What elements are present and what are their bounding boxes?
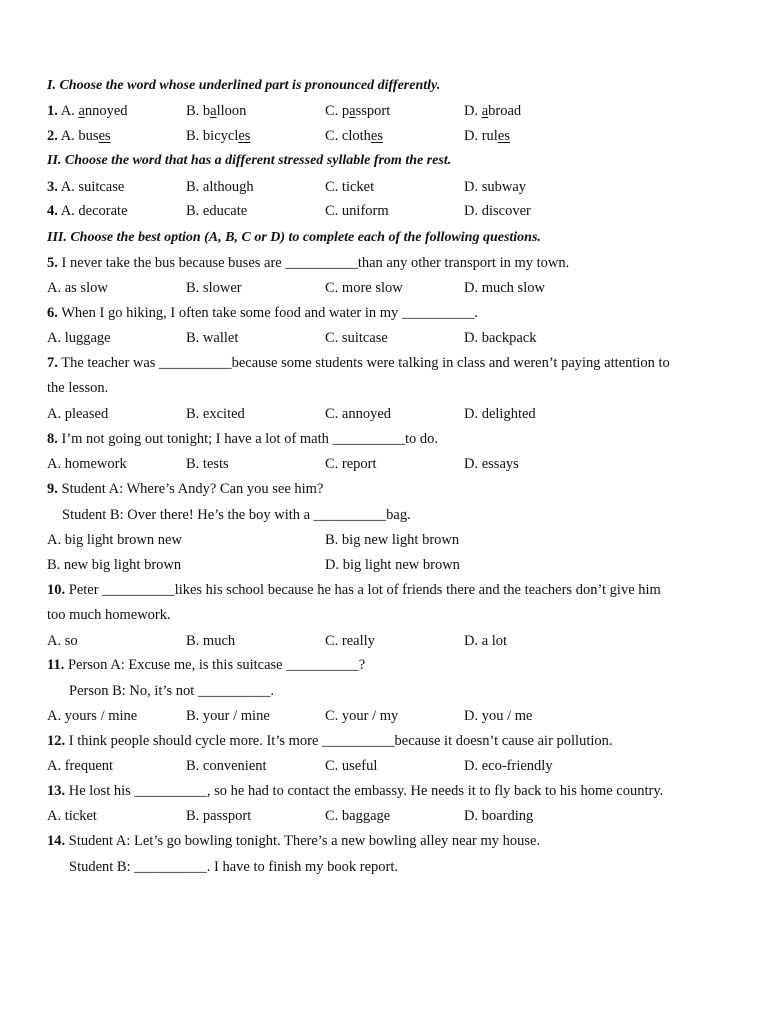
question-number: 3. xyxy=(47,179,58,195)
question-8-options xyxy=(47,454,728,474)
question-8-stem xyxy=(47,429,728,449)
underlined-part: a xyxy=(78,103,85,119)
option-d: D. delighted xyxy=(464,406,536,422)
question-text: I think people should cycle more. It’s more __________because it doesn’t cause air pollution. xyxy=(68,733,613,749)
option-c xyxy=(325,126,383,146)
question-5-stem xyxy=(47,253,728,273)
question-3 xyxy=(47,177,728,197)
option-a: A. pleased xyxy=(47,406,109,422)
question-6-options xyxy=(47,328,728,348)
option-b: B. tests xyxy=(186,456,229,472)
option-text: D. xyxy=(464,103,482,119)
option-text: B. b xyxy=(186,103,211,119)
option-text: B. bicycl xyxy=(186,128,239,144)
question-9-options-row-1 xyxy=(47,530,728,550)
option-d: D. a lot xyxy=(464,633,508,649)
option-d: D. subway xyxy=(464,179,527,195)
underlined-part: a xyxy=(349,103,356,119)
option-d: D. essays xyxy=(464,456,519,472)
option-c xyxy=(325,101,390,121)
option-c: C. baggage xyxy=(325,808,391,824)
question-7-stem xyxy=(47,353,728,373)
question-number: 12. xyxy=(47,733,66,749)
option-a: A. big light brown new xyxy=(47,532,182,548)
option-c: C. annoyed xyxy=(325,406,392,422)
underlined-part: es xyxy=(370,128,384,144)
option-text: A. decorate xyxy=(60,203,128,219)
question-10-stem xyxy=(47,580,728,600)
question-11-stem xyxy=(47,655,728,675)
option-d xyxy=(464,126,510,146)
option-c: C. more slow xyxy=(325,280,403,296)
question-number: 8. xyxy=(47,431,58,447)
question-1 xyxy=(47,101,728,121)
question-text: Peter __________likes his school because he has a lot of friends there and the teachers don’t give him xyxy=(68,582,661,598)
option-b: B. wallet xyxy=(186,330,239,346)
option-c: C. really xyxy=(325,633,375,649)
option-a: A. yours / mine xyxy=(47,708,138,724)
option-c: C. suitcase xyxy=(325,330,388,346)
question-10-continuation: too much homework. xyxy=(47,607,171,623)
option-b: B. convenient xyxy=(186,758,267,774)
question-text: The teacher was __________because some students were talking in class and weren’t paying attention to xyxy=(61,355,670,371)
option-b: B. big new light brown xyxy=(325,532,460,548)
option-d xyxy=(464,101,521,121)
option-b xyxy=(186,126,250,146)
section-3-heading: III. Choose the best option (A, B, C or D) to complete each of the following questions. xyxy=(47,230,541,245)
option-a: A. so xyxy=(47,633,78,649)
question-12-stem xyxy=(47,731,728,751)
question-2 xyxy=(47,126,728,146)
option-d: D. discover xyxy=(464,203,531,219)
option-a: A. as slow xyxy=(47,280,108,296)
question-number: 6. xyxy=(47,305,58,321)
question-6-stem xyxy=(47,303,728,323)
option-c: C. useful xyxy=(325,758,378,774)
underlined-part: es xyxy=(238,128,251,144)
option-a xyxy=(47,101,128,121)
question-13-options xyxy=(47,806,728,826)
option-b: B. passport xyxy=(186,808,252,824)
question-text: Student A: Let’s go bowling tonight. There’s a new bowling alley near my house. xyxy=(68,833,541,849)
option-d: D. boarding xyxy=(464,808,534,824)
question-10-options xyxy=(47,631,728,651)
option-d: D. big light new brown xyxy=(325,557,460,573)
question-14-stem xyxy=(47,831,728,851)
option-text: nnoyed xyxy=(84,103,128,119)
section-1-heading: I. Choose the word whose underlined part is pronounced differently. xyxy=(47,78,441,93)
option-text: A. bus xyxy=(60,128,99,144)
question-text: I’m not going out tonight; I have a lot of math __________to do. xyxy=(61,431,439,447)
question-number: 10. xyxy=(47,582,66,598)
question-9-stem xyxy=(47,479,728,499)
option-c: C. your / my xyxy=(325,708,399,724)
option-b: B. excited xyxy=(186,406,245,422)
option-a: A. ticket xyxy=(47,808,97,824)
option-c: C. ticket xyxy=(325,179,375,195)
section-2-heading: II. Choose the word that has a different stressed syllable from the rest. xyxy=(47,153,452,168)
option-text: broad xyxy=(488,103,522,119)
question-number: 14. xyxy=(47,833,66,849)
question-11-options xyxy=(47,706,728,726)
option-b: B. much xyxy=(186,633,236,649)
question-text: When I go hiking, I often take some food and water in my __________. xyxy=(61,305,479,321)
question-13-stem xyxy=(47,781,728,801)
option-text: A. xyxy=(60,103,79,119)
option-b: B. educate xyxy=(186,203,248,219)
option-text: C. p xyxy=(325,103,350,119)
question-number: 13. xyxy=(47,783,66,799)
option-b: B. your / mine xyxy=(186,708,270,724)
option-a: A. homework xyxy=(47,456,127,472)
question-7-options xyxy=(47,404,728,424)
option-d: D. much slow xyxy=(464,280,545,296)
underlined-part: a xyxy=(210,103,217,119)
option-b xyxy=(186,101,246,121)
question-number: 7. xyxy=(47,355,58,371)
question-7-continuation: the lesson. xyxy=(47,380,109,396)
underlined-part: a xyxy=(481,103,489,119)
option-a: A. frequent xyxy=(47,758,114,774)
option-c: C. uniform xyxy=(325,203,389,219)
question-text: Student A: Where’s Andy? Can you see him? xyxy=(61,481,324,497)
option-text: lloon xyxy=(216,103,247,119)
option-b: B. slower xyxy=(186,280,242,296)
option-text: ssport xyxy=(355,103,391,119)
underlined-part: es xyxy=(497,128,510,144)
option-a xyxy=(47,201,128,221)
question-12-options xyxy=(47,756,728,776)
question-text: Person A: Excuse me, is this suitcase __________? xyxy=(67,657,366,673)
question-number: 1. xyxy=(47,103,58,119)
option-a xyxy=(47,126,111,146)
question-14-line-2: Student B: __________. I have to finish my book report. xyxy=(69,859,399,875)
question-5-options xyxy=(47,278,728,298)
question-number: 4. xyxy=(47,203,58,219)
option-text: D. rul xyxy=(464,128,498,144)
question-9-line-2: Student B: Over there! He’s the boy with a __________bag. xyxy=(62,507,411,523)
question-11-line-2: Person B: No, it’s not __________. xyxy=(69,683,275,699)
question-number: 9. xyxy=(47,481,58,497)
question-9-options-row-2 xyxy=(47,555,728,575)
option-c: C. report xyxy=(325,456,377,472)
question-4 xyxy=(47,201,728,221)
option-a xyxy=(47,177,124,197)
underlined-part: es xyxy=(98,128,111,144)
option-c: B. new big light brown xyxy=(47,557,182,573)
question-number: 11. xyxy=(47,657,65,673)
question-number: 2. xyxy=(47,128,58,144)
option-b: B. although xyxy=(186,179,254,195)
question-text: He lost his __________, so he had to contact the embassy. He needs it to fly back to his home country. xyxy=(68,783,664,799)
option-d: D. backpack xyxy=(464,330,537,346)
option-text: C. cloth xyxy=(325,128,371,144)
question-number: 5. xyxy=(47,255,58,271)
option-d: D. you / me xyxy=(464,708,533,724)
question-text: I never take the bus because buses are __________than any other transport in my town. xyxy=(61,255,570,271)
option-text: A. suitcase xyxy=(60,179,125,195)
option-a: A. luggage xyxy=(47,330,111,346)
option-d: D. eco-friendly xyxy=(464,758,553,774)
